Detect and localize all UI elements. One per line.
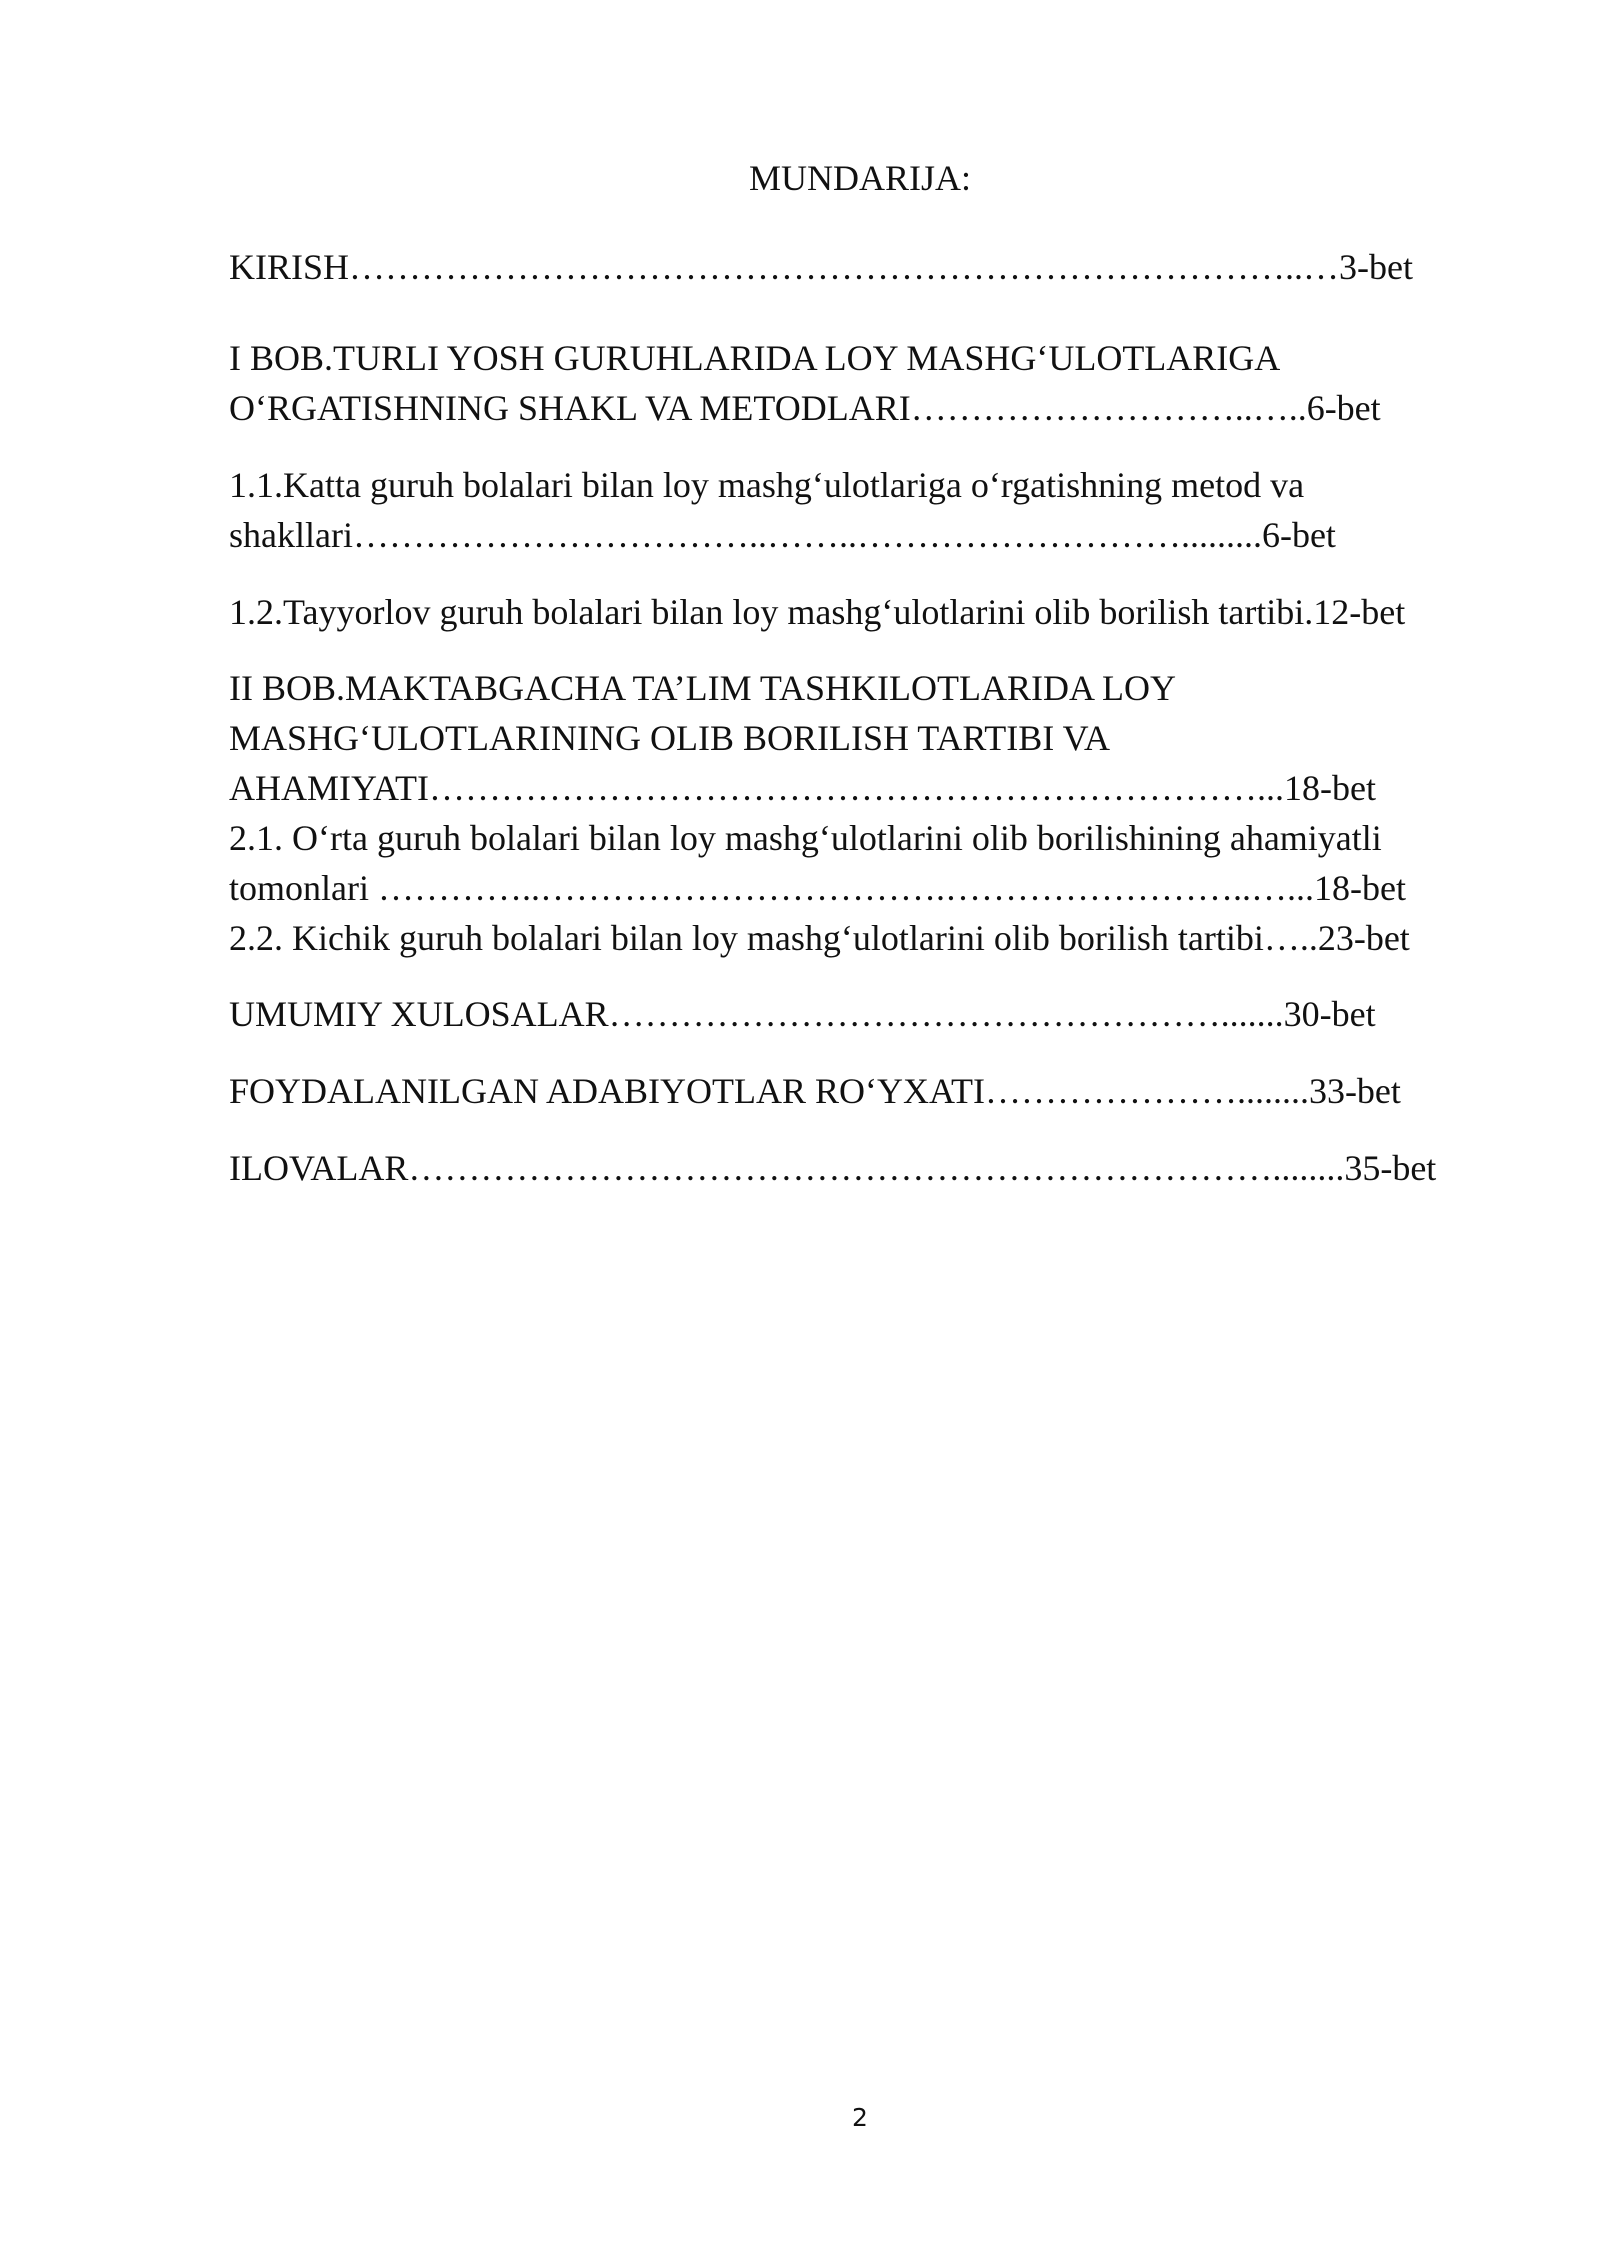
toc-entry-chapter-1-cont: O‘RGATISHNING SHAKL VA METODLARI………………………..…..6-bet (229, 388, 1381, 428)
toc-entry-section-1-1: 1.1.Katta guruh bolalari bilan loy mashg‘ulotlariga o‘rgatishning metod va (229, 465, 1305, 505)
toc-entry-section-2-1: 2.1. O‘rta guruh bolalari bilan loy mashg‘ulotlarini olib borilishining ahamiyatli (229, 818, 1382, 858)
toc-entry-chapter-1: I BOB.TURLI YOSH GURUHLARIDA LOY MASHG‘ULOTLARIGA (229, 338, 1281, 378)
toc-entry-references: FOYDALANILGAN ADABIYOTLAR RO‘YXATI…………………........33-bet (229, 1071, 1401, 1111)
page-title: MUNDARIJA: (748, 158, 971, 198)
toc-entry-section-1-1-cont: shakllari……………………………..……..……………………….........6-bet (229, 515, 1336, 555)
toc-entry-section-2-1-cont: tomonlari …………..…………………………….……………………..…...18-bet (229, 868, 1406, 908)
toc-entry-chapter-2: II BOB.MAKTABGACHA TA’LIM TASHKILOTLARIDA LOY (229, 668, 1177, 708)
toc-entry-chapter-2-cont: MASHG‘ULOTLARINING OLIB BORILISH TARTIBI VA (229, 718, 1110, 758)
toc-entry-chapter-2-cont2: AHAMIYATI……………………………………………………………...18-bet (229, 768, 1376, 808)
toc-entry-conclusions: UMUMIY XULOSALAR…………………………………………….......30-bet (229, 994, 1376, 1034)
toc-entry-kirish: KIRISH……………………………………………………………………..…3-bet (229, 247, 1413, 287)
toc-entry-section-1-2: 1.2.Tayyorlov guruh bolalari bilan loy mashg‘ulotlarini olib borilish tartibi.12-bet (229, 592, 1406, 632)
toc-entry-appendices: ILOVALAR………………………………………………………………........35-bet (229, 1148, 1437, 1188)
page-number: 2 (852, 2103, 868, 2132)
toc-entry-section-2-2: 2.2. Kichik guruh bolalari bilan loy mashg‘ulotlarini olib borilish tartibi…..23-bet (229, 918, 1410, 958)
